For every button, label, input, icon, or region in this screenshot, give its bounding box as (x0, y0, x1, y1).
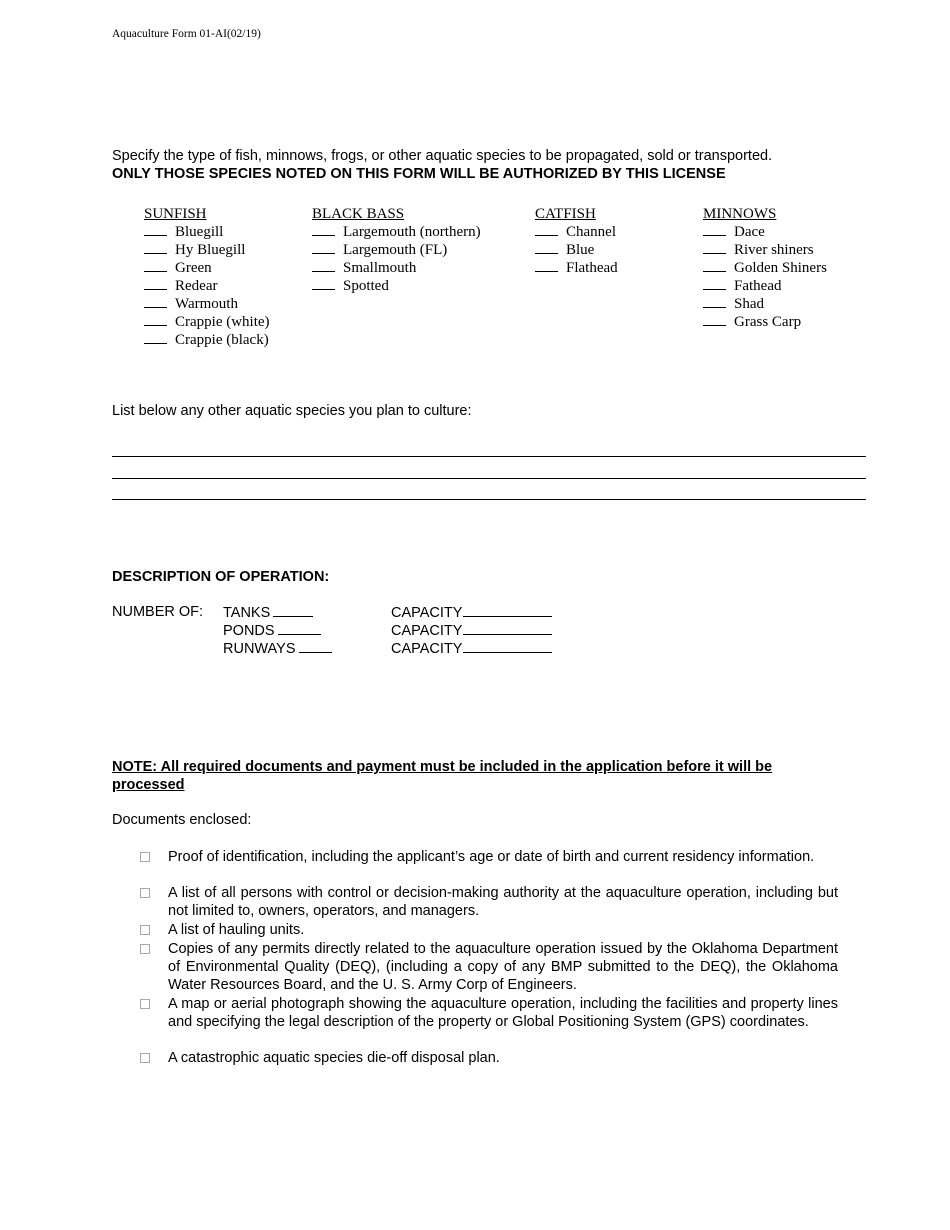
required-documents-note: NOTE: All required documents and payment must be included in the application before it will be processed (112, 759, 773, 793)
species-heading: CATFISH (535, 206, 596, 222)
species-option[interactable]: Dace (703, 223, 827, 241)
checkmark-blank[interactable] (703, 223, 726, 236)
checkmark-blank[interactable] (703, 259, 726, 272)
ponds-input[interactable] (278, 622, 321, 635)
tanks-capacity-field[interactable]: CAPACITY (391, 604, 552, 621)
checkmark-blank[interactable] (312, 259, 335, 272)
checkmark-blank[interactable] (535, 241, 558, 254)
checkmark-blank[interactable] (703, 277, 726, 290)
species-option[interactable]: Crappie (black) (144, 331, 270, 349)
other-species-line-2[interactable] (112, 478, 866, 479)
checkmark-blank[interactable] (312, 241, 335, 254)
runways-capacity-input[interactable] (463, 640, 552, 653)
species-column-sunfish (144, 205, 270, 349)
number-of-label: NUMBER OF: (112, 604, 204, 620)
species-option[interactable]: Largemouth (FL) (312, 241, 481, 259)
checkmark-blank[interactable] (144, 259, 167, 272)
checkmark-blank[interactable] (144, 277, 167, 290)
checkbox[interactable] (140, 1053, 150, 1063)
species-option[interactable]: Channel (535, 223, 618, 241)
species-option[interactable]: Grass Carp (703, 313, 827, 331)
form-id-header: Aquaculture Form 01-AI(02/19) (112, 28, 261, 40)
species-option[interactable]: River shiners (703, 241, 827, 259)
tanks-capacity-input[interactable] (463, 604, 552, 617)
species-option[interactable]: Fathead (703, 277, 827, 295)
species-option[interactable]: Green (144, 259, 270, 277)
species-option[interactable]: Bluegill (144, 223, 270, 241)
species-column-minnows (703, 205, 827, 331)
species-option[interactable]: Smallmouth (312, 259, 481, 277)
checkmark-blank[interactable] (144, 241, 167, 254)
checkbox[interactable] (140, 925, 150, 935)
species-option[interactable]: Shad (703, 295, 827, 313)
checkbox[interactable] (140, 944, 150, 954)
documents-enclosed-label: Documents enclosed: (112, 812, 252, 828)
species-option[interactable]: Warmouth (144, 295, 270, 313)
species-heading: BLACK BASS (312, 206, 405, 222)
checkmark-blank[interactable] (144, 295, 167, 308)
species-option[interactable]: Golden Shiners (703, 259, 827, 277)
checkmark-blank[interactable] (535, 223, 558, 236)
checkmark-blank[interactable] (703, 295, 726, 308)
other-species-line-1[interactable] (112, 456, 866, 457)
other-species-prompt: List below any other aquatic species you plan to culture: (112, 403, 472, 419)
species-option[interactable]: Redear (144, 277, 270, 295)
checkmark-blank[interactable] (144, 223, 167, 236)
checkmark-blank[interactable] (703, 313, 726, 326)
species-option[interactable]: Blue (535, 241, 618, 259)
species-column-black-bass (312, 205, 481, 295)
runways-input[interactable] (299, 640, 332, 653)
species-option[interactable]: Spotted (312, 277, 481, 295)
species-option[interactable]: Crappie (white) (144, 313, 270, 331)
checkmark-blank[interactable] (144, 331, 167, 344)
intro-instructions: Specify the type of fish, minnows, frogs, or other aquatic species to be propagated, sold or transported. (112, 148, 773, 164)
ponds-capacity-input[interactable] (463, 622, 552, 635)
species-heading: SUNFISH (144, 206, 207, 222)
checkmark-blank[interactable] (703, 241, 726, 254)
tanks-input[interactable] (273, 604, 313, 617)
checkmark-blank[interactable] (312, 277, 335, 290)
checkbox[interactable] (140, 999, 150, 1009)
species-option[interactable]: Flathead (535, 259, 618, 277)
runways-field[interactable]: RUNWAYS (223, 640, 332, 657)
runways-capacity-field[interactable]: CAPACITY (391, 640, 552, 657)
species-heading: MINNOWS (703, 206, 777, 222)
license-authorization-notice: ONLY THOSE SPECIES NOTED ON THIS FORM WILL BE AUTHORIZED BY THIS LICENSE (112, 166, 726, 182)
tanks-field[interactable]: TANKS (223, 604, 313, 621)
ponds-capacity-field[interactable]: CAPACITY (391, 622, 552, 639)
checkmark-blank[interactable] (144, 313, 167, 326)
other-species-line-3[interactable] (112, 499, 866, 500)
ponds-field[interactable]: PONDS (223, 622, 321, 639)
checkbox[interactable] (140, 888, 150, 898)
species-column-catfish (535, 205, 618, 277)
checkbox[interactable] (140, 852, 150, 862)
species-option[interactable]: Hy Bluegill (144, 241, 270, 259)
operation-heading: DESCRIPTION OF OPERATION: (112, 569, 330, 585)
species-option[interactable]: Largemouth (northern) (312, 223, 481, 241)
checkmark-blank[interactable] (535, 259, 558, 272)
checkmark-blank[interactable] (312, 223, 335, 236)
